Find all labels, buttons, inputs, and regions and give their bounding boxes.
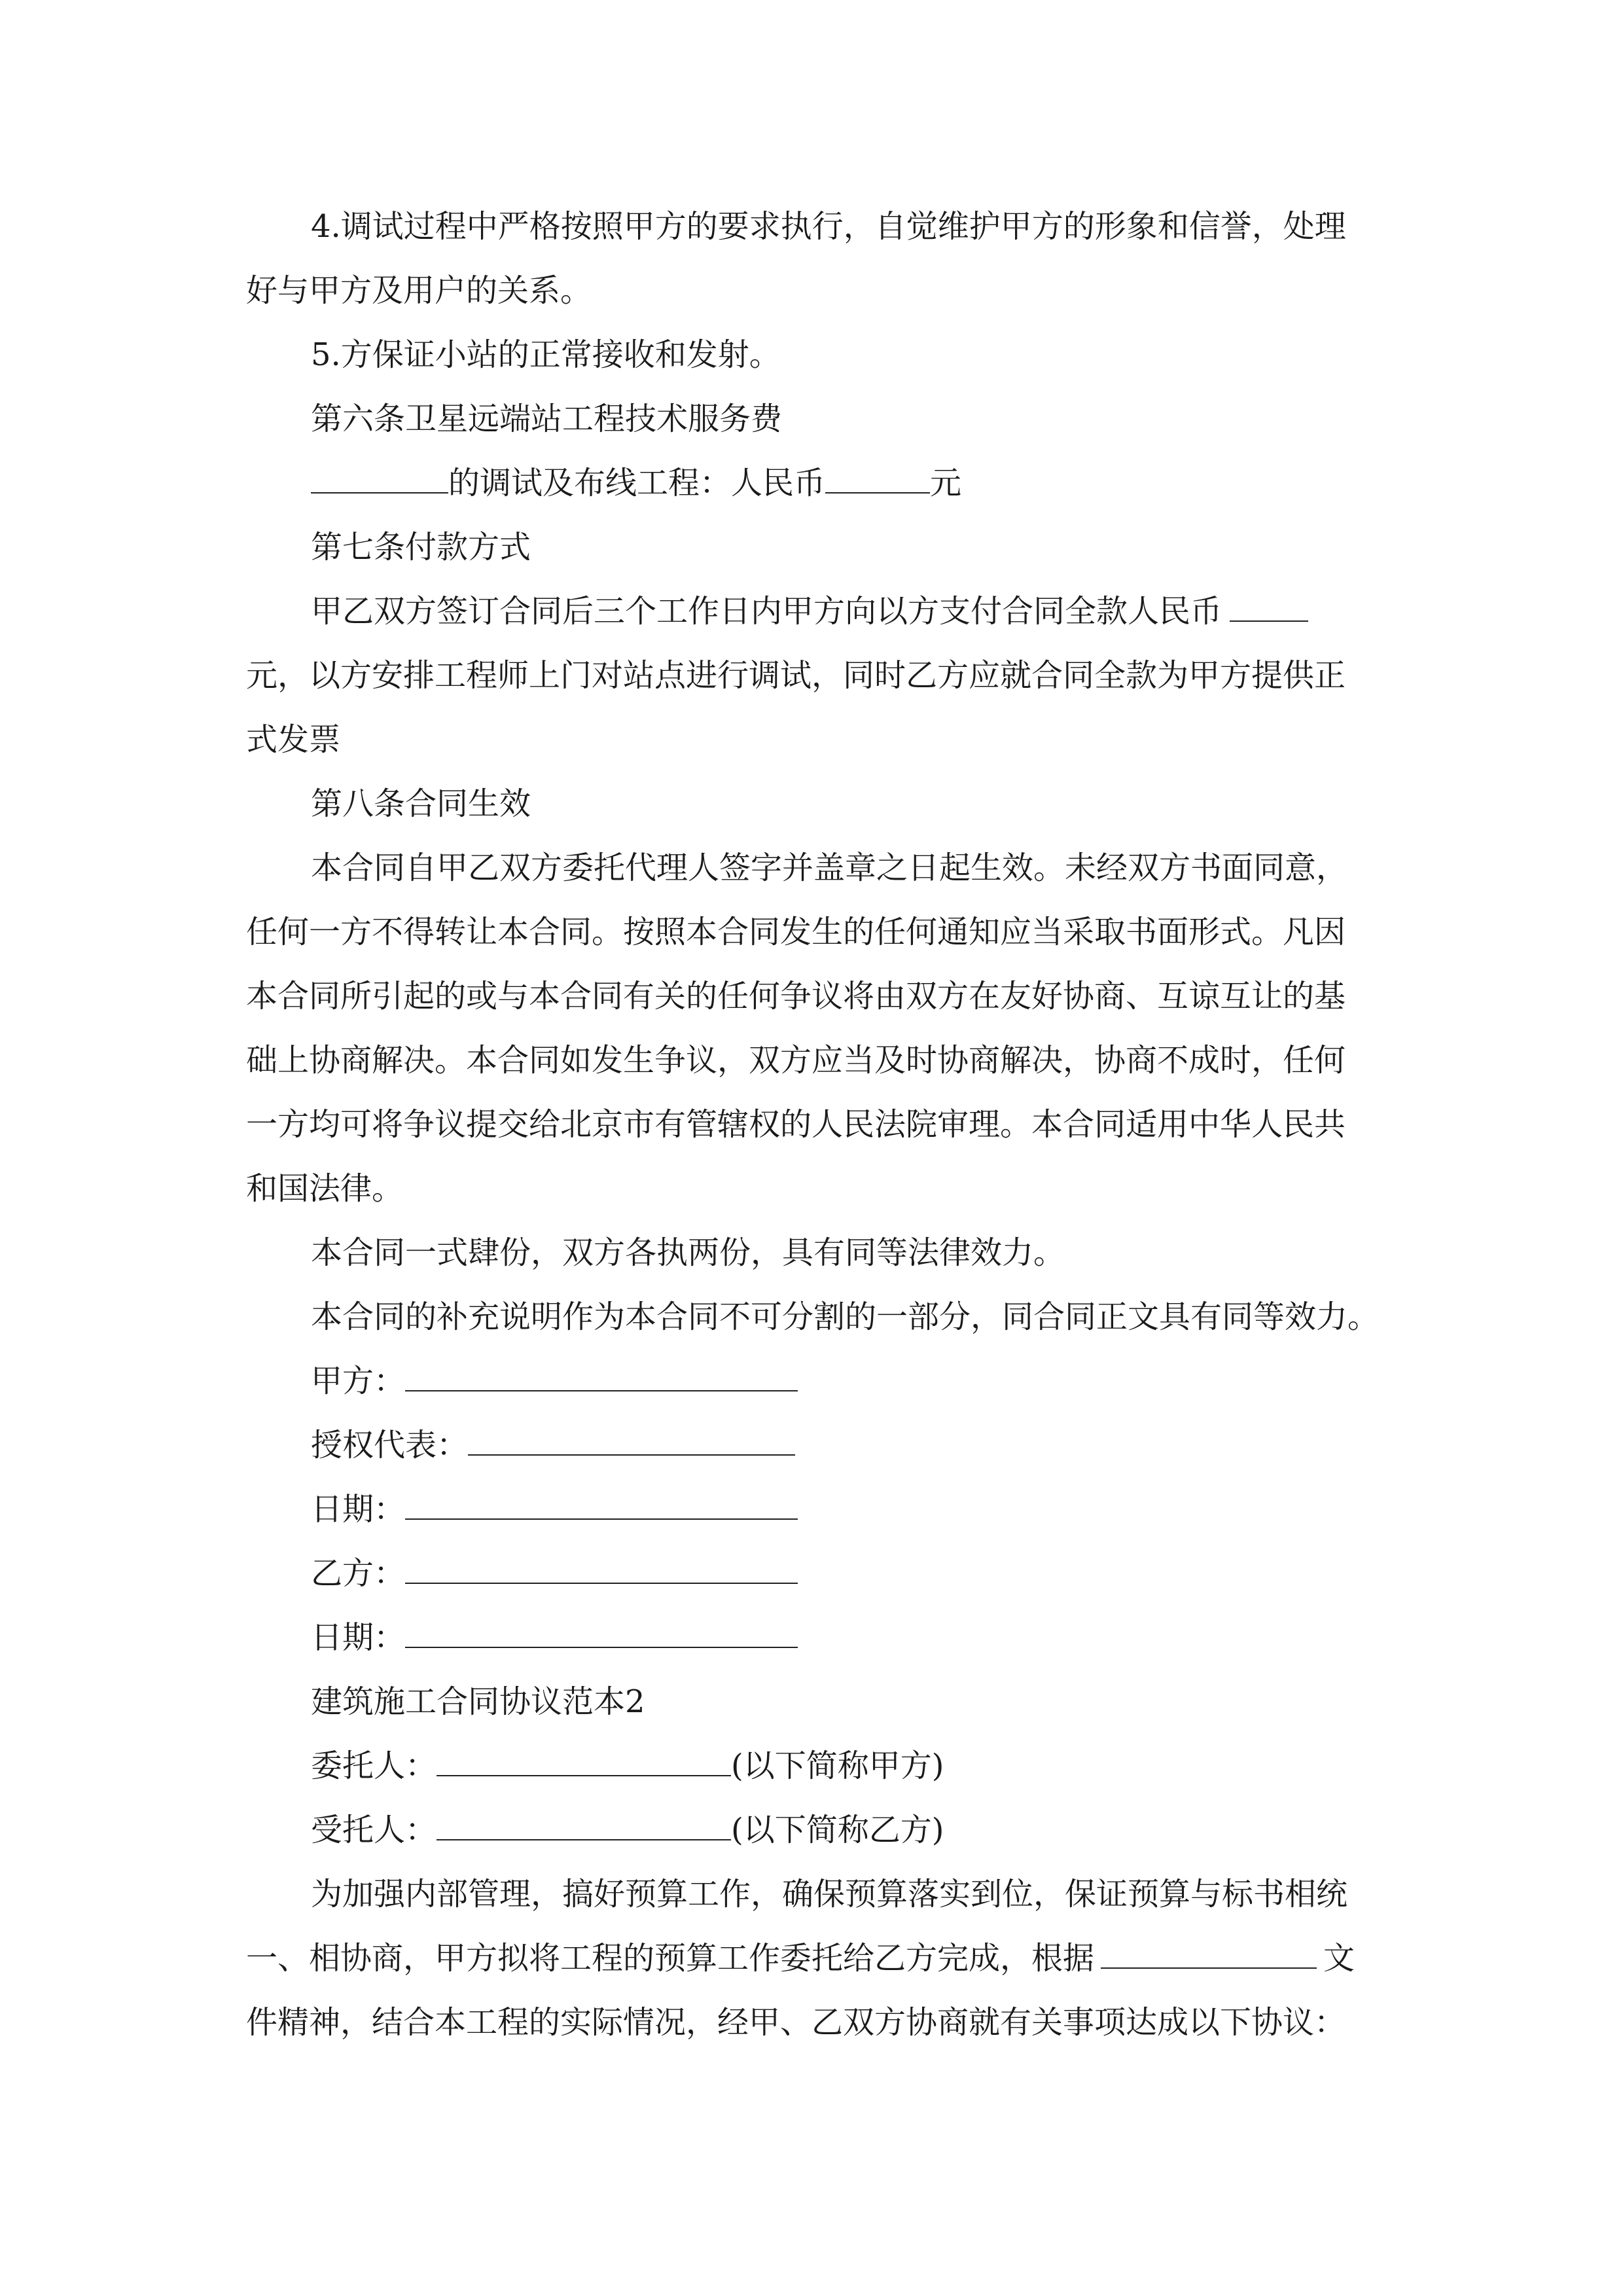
signature-party-a xyxy=(311,1361,798,1401)
paragraph-text: 本合同一式肆份，双方各执两份，具有同等法律效力。 xyxy=(311,1234,1065,1271)
article-8-para-line-6 xyxy=(246,1169,403,1208)
field-label: 日期： xyxy=(311,1491,406,1528)
paragraph-text: 和国法律。 xyxy=(246,1170,404,1207)
heading-text: 第七条付款方式 xyxy=(311,529,531,565)
supplement-clause xyxy=(311,1297,1379,1336)
heading-text: 建筑施工合同协议范本2 xyxy=(311,1683,645,1720)
clause-5-item-4 xyxy=(311,207,1346,246)
party-b-signature-blank[interactable] xyxy=(405,1554,798,1584)
paragraph-text: 元 xyxy=(930,465,962,501)
paragraph-text: 式发票 xyxy=(246,721,341,758)
article-8-para-line-1 xyxy=(311,848,1347,888)
paragraph-text: 5.方保证小站的正常接收和发射。 xyxy=(311,336,781,373)
paragraph-text: 本合同自甲乙双方委托代理人签字并盖章之日起生效。未经双方书面同意， xyxy=(311,850,1348,886)
paragraph-text: 元，以方安排工程师上门对站点进行调试，同时乙方应就合同全款为甲方提供正 xyxy=(246,657,1346,694)
authorized-rep-blank[interactable] xyxy=(468,1426,795,1456)
fee-amount-blank[interactable] xyxy=(825,463,930,493)
client-line xyxy=(311,1746,944,1785)
article-7-heading xyxy=(311,528,531,567)
fee-item-blank[interactable] xyxy=(311,463,448,493)
signature-authorized-rep xyxy=(311,1426,795,1465)
article-7-para-line-2 xyxy=(246,656,1346,695)
paragraph-text: 的调试及布线工程：人民币 xyxy=(448,465,826,501)
intro-para-line-2 xyxy=(246,1939,1355,1978)
article-8-para-line-2 xyxy=(246,912,1346,952)
date-b-blank[interactable] xyxy=(405,1618,798,1648)
copies-clause xyxy=(311,1233,1065,1272)
heading-text: 第六条卫星远端站工程技术服务费 xyxy=(311,401,783,437)
reference-document-blank[interactable] xyxy=(1101,1939,1317,1969)
field-label: 委托人： xyxy=(311,1748,437,1784)
field-label: 授权代表： xyxy=(311,1427,469,1463)
paragraph-text: 件精神，结合本工程的实际情况，经甲、乙双方协商就有关事项达成以下协议： xyxy=(246,2004,1346,2041)
field-label: 甲方： xyxy=(311,1363,406,1399)
article-6-fee-line xyxy=(311,463,961,503)
article-7-para-line-1 xyxy=(311,592,1308,631)
trustee-line xyxy=(311,1810,944,1850)
field-note: (以下简称乙方) xyxy=(731,1812,944,1848)
field-note: (以下简称甲方) xyxy=(731,1748,944,1784)
intro-para-line-1 xyxy=(311,1874,1347,1914)
paragraph-text: 本合同的补充说明作为本合同不可分割的一部分，同合同正文具有同等效力。 xyxy=(311,1299,1380,1335)
client-name-blank[interactable] xyxy=(437,1746,731,1776)
article-7-para-line-3 xyxy=(246,720,340,759)
field-label: 受托人： xyxy=(311,1812,437,1848)
article-8-heading xyxy=(311,784,531,823)
paragraph-text: 一方均可将争议提交给北京市有管辖权的人民法院审理。本合同适用中华人民共 xyxy=(246,1106,1346,1143)
date-a-blank[interactable] xyxy=(405,1490,798,1520)
paragraph-text: 任何一方不得转让本合同。按照本合同发生的任何通知应当采取书面形式。凡因 xyxy=(246,914,1346,950)
intro-para-line-3 xyxy=(246,2003,1346,2042)
paragraph-text: 文 xyxy=(1323,1940,1355,1977)
signature-date-b xyxy=(311,1618,798,1657)
signature-date-a xyxy=(311,1490,798,1529)
payment-amount-blank[interactable] xyxy=(1230,592,1308,622)
article-8-para-line-3 xyxy=(246,977,1346,1016)
paragraph-text: 一、相协商，甲方拟将工程的预算工作委托给乙方完成，根据 xyxy=(246,1940,1095,1977)
signature-party-b xyxy=(311,1554,798,1593)
article-8-para-line-5 xyxy=(246,1105,1346,1144)
paragraph-text: 甲乙双方签订合同后三个工作日内甲方向以方支付合同全款人民币 xyxy=(311,593,1222,630)
clause-5-item-5 xyxy=(311,335,781,374)
article-6-heading xyxy=(311,399,782,439)
paragraph-text: 为加强内部管理，搞好预算工作，确保预算落实到位，保证预算与标书相统 xyxy=(311,1876,1348,1912)
section-title-template-2 xyxy=(311,1682,645,1721)
trustee-name-blank[interactable] xyxy=(437,1810,731,1840)
paragraph-text: 好与甲方及用户的关系。 xyxy=(246,272,592,309)
paragraph-text: 4.调试过程中严格按照甲方的要求执行，自觉维护甲方的形象和信誉，处理 xyxy=(311,208,1346,245)
field-label: 日期： xyxy=(311,1619,406,1656)
paragraph-text: 础上协商解决。本合同如发生争议，双方应当及时协商解决，协商不成时，任何 xyxy=(246,1042,1346,1079)
party-a-signature-blank[interactable] xyxy=(405,1361,798,1391)
heading-text: 第八条合同生效 xyxy=(311,785,531,822)
clause-5-item-4-cont xyxy=(246,271,592,310)
article-8-para-line-4 xyxy=(246,1041,1346,1080)
field-label: 乙方： xyxy=(311,1555,406,1592)
paragraph-text: 本合同所引起的或与本合同有关的任何争议将由双方在友好协商、互谅互让的基 xyxy=(246,978,1346,1014)
